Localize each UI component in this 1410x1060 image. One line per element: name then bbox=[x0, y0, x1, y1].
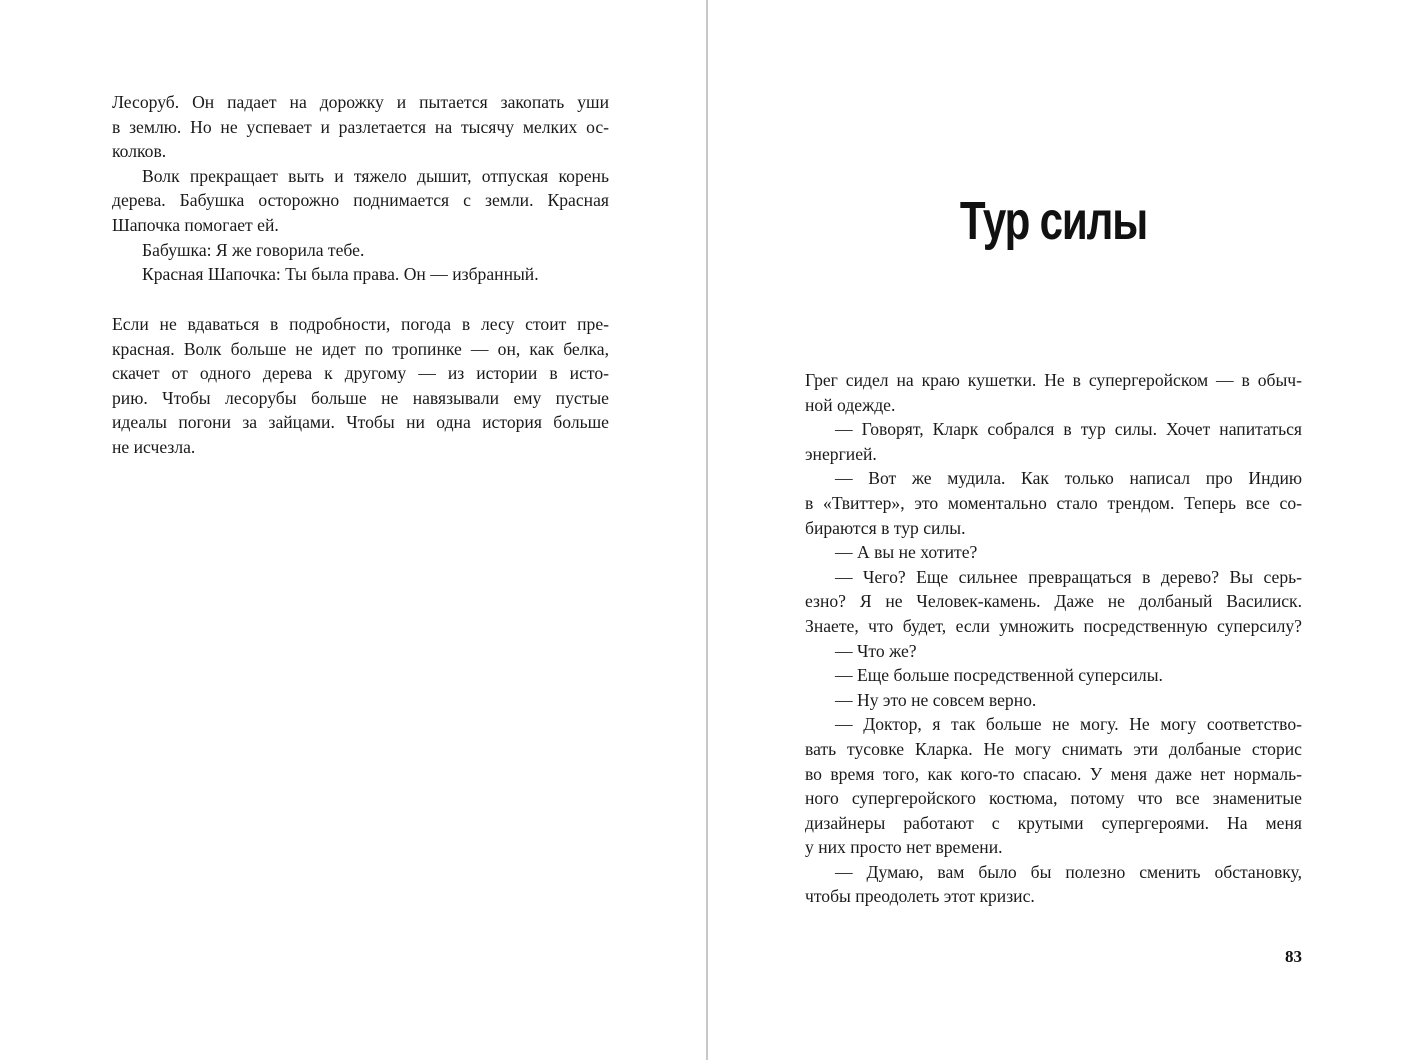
text-line: Грег сидел на краю кушетки. Не в супергеройском — в обыч- bbox=[805, 370, 1302, 390]
text-line: у них просто нет времени. bbox=[805, 837, 1003, 858]
text-line: в «Твиттер», это моментально стало трендом. Теперь все со- bbox=[805, 492, 1302, 513]
text-line: езно? Я не Человек-камень. Даже не долбаный Василиск. bbox=[805, 591, 1302, 612]
text-line: — Еще больше посредственной суперсилы. bbox=[835, 665, 1163, 686]
text-line: красная. Волк больше не идет по тропинке — он, как белка, bbox=[112, 338, 609, 359]
text-line: — Что же? bbox=[835, 640, 917, 661]
text-line: Знаете, что будет, если умножить посредственную суперсилу? bbox=[805, 615, 1302, 636]
text-line: не исчезла. bbox=[112, 436, 196, 457]
text-line: ной одежде. bbox=[805, 394, 896, 415]
text-line: — Думаю, вам было бы полезно сменить обстановку, bbox=[835, 861, 1302, 882]
text-line: скачет от одного дерева к другому — из истории в исто- bbox=[112, 363, 609, 384]
text-line: бираются в тур силы. bbox=[805, 517, 966, 538]
text-line: энергией. bbox=[805, 443, 877, 464]
text-line: Шапочка помогает ей. bbox=[112, 214, 279, 235]
text-line: чтобы преодолеть этот кризис. bbox=[805, 886, 1035, 907]
text-line: Красная Шапочка: Ты была права. Он — избранный. bbox=[142, 264, 539, 285]
text-line: — Чего? Еще сильнее превращаться в дерево? Вы серь- bbox=[835, 566, 1302, 587]
text-line: идеалы погони за зайцами. Чтобы ни одна история больше bbox=[112, 412, 609, 433]
text-line: дерева. Бабушка осторожно поднимается с земли. Красная bbox=[112, 190, 609, 211]
chapter-title: Тур силы bbox=[959, 191, 1148, 251]
text-line: в землю. Но не успевает и разлетается на тысячу мелких ос- bbox=[112, 116, 609, 137]
text-line: дизайнеры работают с крутыми супергероями. На меня bbox=[805, 812, 1302, 833]
text-line: — Доктор, я так больше не могу. Не могу соответство- bbox=[835, 714, 1302, 735]
text-line: во время того, как кого-то спасаю. У меня даже нет нормаль- bbox=[805, 763, 1302, 784]
text-line: Волк прекращает выть и тяжело дышит, отпуская корень bbox=[142, 165, 609, 186]
text-line: — Ну это не совсем верно. bbox=[835, 689, 1037, 710]
left-page-text-block-2 bbox=[112, 312, 609, 460]
text-line: Бабушка: Я же говорила тебе. bbox=[142, 239, 365, 260]
book-spine bbox=[706, 0, 708, 1060]
text-line: Лесоруб. Он падает на дорожку и пытается закопать уши bbox=[112, 92, 609, 112]
page-number: 83 bbox=[1285, 947, 1302, 966]
text-line: вать тусовке Кларка. Не могу снимать эти долбаные сторис bbox=[805, 738, 1302, 759]
text-line: Если не вдаваться в подробности, погода в лесу стоит пре- bbox=[112, 314, 609, 334]
text-line: рию. Чтобы лесорубы больше не навязывали ему пустые bbox=[112, 387, 609, 408]
text-line: — Вот же мудила. Как только написал про Индию bbox=[835, 468, 1302, 489]
text-line: ного супергеройского костюма, потому что все знаменитые bbox=[805, 788, 1302, 809]
text-line: колков. bbox=[112, 141, 167, 162]
right-page-text-block bbox=[805, 368, 1302, 909]
left-page-text-block-1 bbox=[112, 90, 609, 287]
text-line: — Говорят, Кларк собрался в тур силы. Хочет напитаться bbox=[835, 419, 1302, 440]
text-line: — А вы не хотите? bbox=[835, 542, 978, 563]
